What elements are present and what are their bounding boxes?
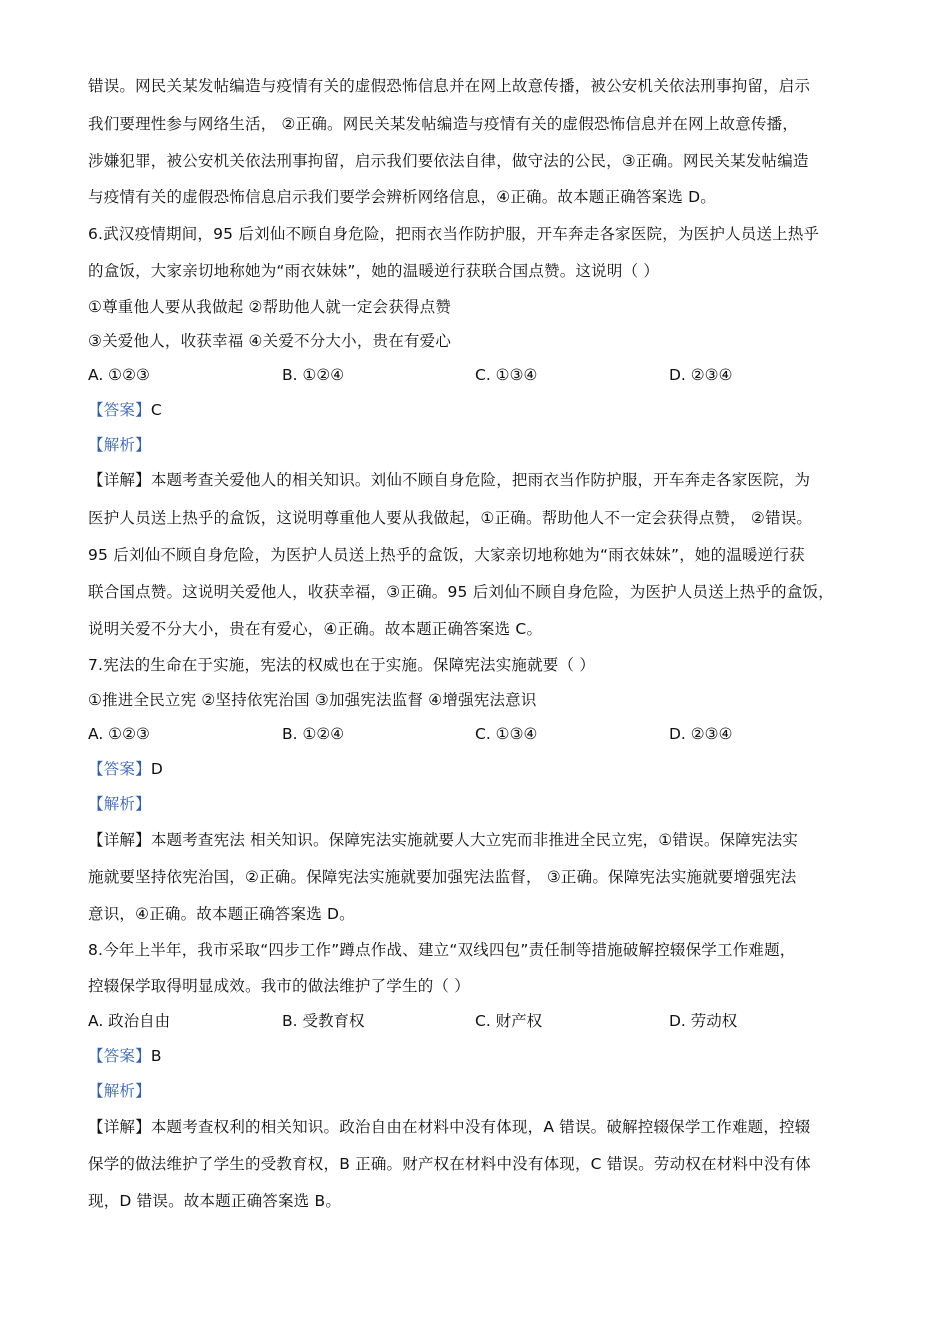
- q8-answer-value: B: [150, 1047, 162, 1065]
- q7-option-a: A. ①②③: [88, 725, 150, 743]
- q8-options: [88, 1010, 878, 1032]
- q8-option-d: D. 劳动权: [669, 1012, 738, 1030]
- q8-stem: 控辍保学取得明显成效。我市的做法维护了学生的（ ）: [88, 977, 470, 995]
- q6-analysis-tag: [88, 434, 878, 456]
- q7-stem: 7.宪法的生命在于实施，宪法的权威也在于实施。保障宪法实施就要（ ）: [88, 656, 596, 674]
- intro-line: 我们要理性参与网络生活， ②正确。网民关某发帖编造与疫情有关的虚假恐怖信息并在网上故意传播，: [88, 115, 799, 133]
- q6-option-c: C. ①③④: [475, 366, 538, 384]
- q8-option-b: B. 受教育权: [282, 1012, 365, 1030]
- q6-detail: [88, 469, 878, 491]
- q6-statement: ①尊重他人要从我做起 ②帮助他人就一定会获得点赞: [88, 298, 452, 316]
- intro-line: 与疫情有关的虚假恐怖信息启示我们要学会辨析网络信息，④正确。故本题正确答案选 D。: [88, 188, 716, 206]
- detail-tag: 【详解】: [88, 831, 151, 849]
- q6-detail: 医护人员送上热乎的盒饭，这说明尊重他人要从我做起，①正确。帮助他人不一定会获得点赞， ②错误。: [88, 509, 813, 527]
- q7-detail: 施就要坚持依宪治国，②正确。保障宪法实施就要加强宪法监督， ③正确。保障宪法实施就要增强宪法: [88, 868, 797, 886]
- q8-detail: [88, 1116, 878, 1138]
- q8-detail: 现，D 错误。故本题正确答案选 B。: [88, 1192, 342, 1210]
- q8-answer: [88, 1045, 878, 1067]
- q6-option-d: D. ②③④: [669, 366, 733, 384]
- q8-detail: 保学的做法维护了学生的受教育权，B 正确。财产权在材料中没有体现，C 错误。劳动权在材料中没有体: [88, 1155, 811, 1173]
- q7-option-c: C. ①③④: [475, 725, 538, 743]
- q8-option-a: A. 政治自由: [88, 1012, 171, 1030]
- q6-statement: ③关爱他人，收获幸福 ④关爱不分大小，贵在有爱心: [88, 332, 452, 350]
- q6-stem: 的盒饭，大家亲切地称她为“雨衣妹妹”，她的温暖逆行获联合国点赞。这说明（ ）: [88, 262, 660, 280]
- q7-option-d: D. ②③④: [669, 725, 733, 743]
- q6-answer: [88, 399, 878, 421]
- q7-options: [88, 723, 878, 745]
- q6-option-b: B. ①②④: [282, 366, 345, 384]
- q6-options: [88, 364, 878, 386]
- detail-tag: 【详解】: [88, 1118, 151, 1136]
- q8-detail-text: 本题考查权利的相关知识。政治自由在材料中没有体现，A 错误。破解控辍保学工作难题，控辍: [150, 1118, 811, 1136]
- q8-stem: 8.今年上半年，我市采取“四步工作”蹲点作战、建立“双线四包”责任制等措施破解控辍保学工作难题，: [88, 941, 796, 959]
- q6-detail: 95 后刘仙不顾自身危险，为医护人员送上热乎的盒饭，大家亲切地称她为“雨衣妹妹”，她的温暖逆行获: [88, 546, 805, 564]
- answer-tag: 【答案】: [88, 760, 151, 778]
- q7-answer: [88, 758, 878, 780]
- analysis-tag: 【解析】: [88, 1082, 151, 1100]
- q6-stem: 6.武汉疫情期间，95 后刘仙不顾自身危险，把雨衣当作防护服，开车奔走各家医院，为医护人员送上热乎: [88, 225, 820, 243]
- q6-detail: 联合国点赞。这说明关爱他人，收获幸福，③正确。95 后刘仙不顾自身危险，为医护人员送上热乎的盒饭，: [88, 583, 834, 601]
- answer-tag: 【答案】: [88, 1047, 151, 1065]
- q7-answer-value: D: [150, 760, 163, 778]
- detail-tag: 【详解】: [88, 471, 151, 489]
- analysis-tag: 【解析】: [88, 436, 151, 454]
- q6-option-a: A. ①②③: [88, 366, 150, 384]
- answer-tag: 【答案】: [88, 401, 151, 419]
- q7-option-b: B. ①②④: [282, 725, 345, 743]
- q8-analysis-tag: [88, 1080, 878, 1102]
- analysis-tag: 【解析】: [88, 795, 151, 813]
- q7-detail: 意识，④正确。故本题正确答案选 D。: [88, 905, 355, 923]
- intro-line: 涉嫌犯罪，被公安机关依法刑事拘留，启示我们要依法自律，做守法的公民，③正确。网民关某发帖编造: [88, 152, 809, 170]
- q7-detail-text: 本题考查宪法 相关知识。保障宪法实施就要人大立宪而非推进全民立宪，①错误。保障宪法实: [150, 831, 799, 849]
- q7-statement: ①推进全民立宪 ②坚持依宪治国 ③加强宪法监督 ④增强宪法意识: [88, 691, 537, 709]
- q6-answer-value: C: [150, 401, 162, 419]
- intro-line: 错误。网民关某发帖编造与疫情有关的虚假恐怖信息并在网上故意传播，被公安机关依法刑事拘留，启示: [88, 77, 811, 95]
- q8-option-c: C. 财产权: [475, 1012, 543, 1030]
- q7-detail: [88, 829, 878, 851]
- q7-analysis-tag: [88, 793, 878, 815]
- q6-detail-text: 本题考查关爱他人的相关知识。刘仙不顾自身危险，把雨衣当作防护服，开车奔走各家医院，为: [150, 471, 811, 489]
- q6-detail: 说明关爱不分大小，贵在有爱心，④正确。故本题正确答案选 C。: [88, 620, 543, 638]
